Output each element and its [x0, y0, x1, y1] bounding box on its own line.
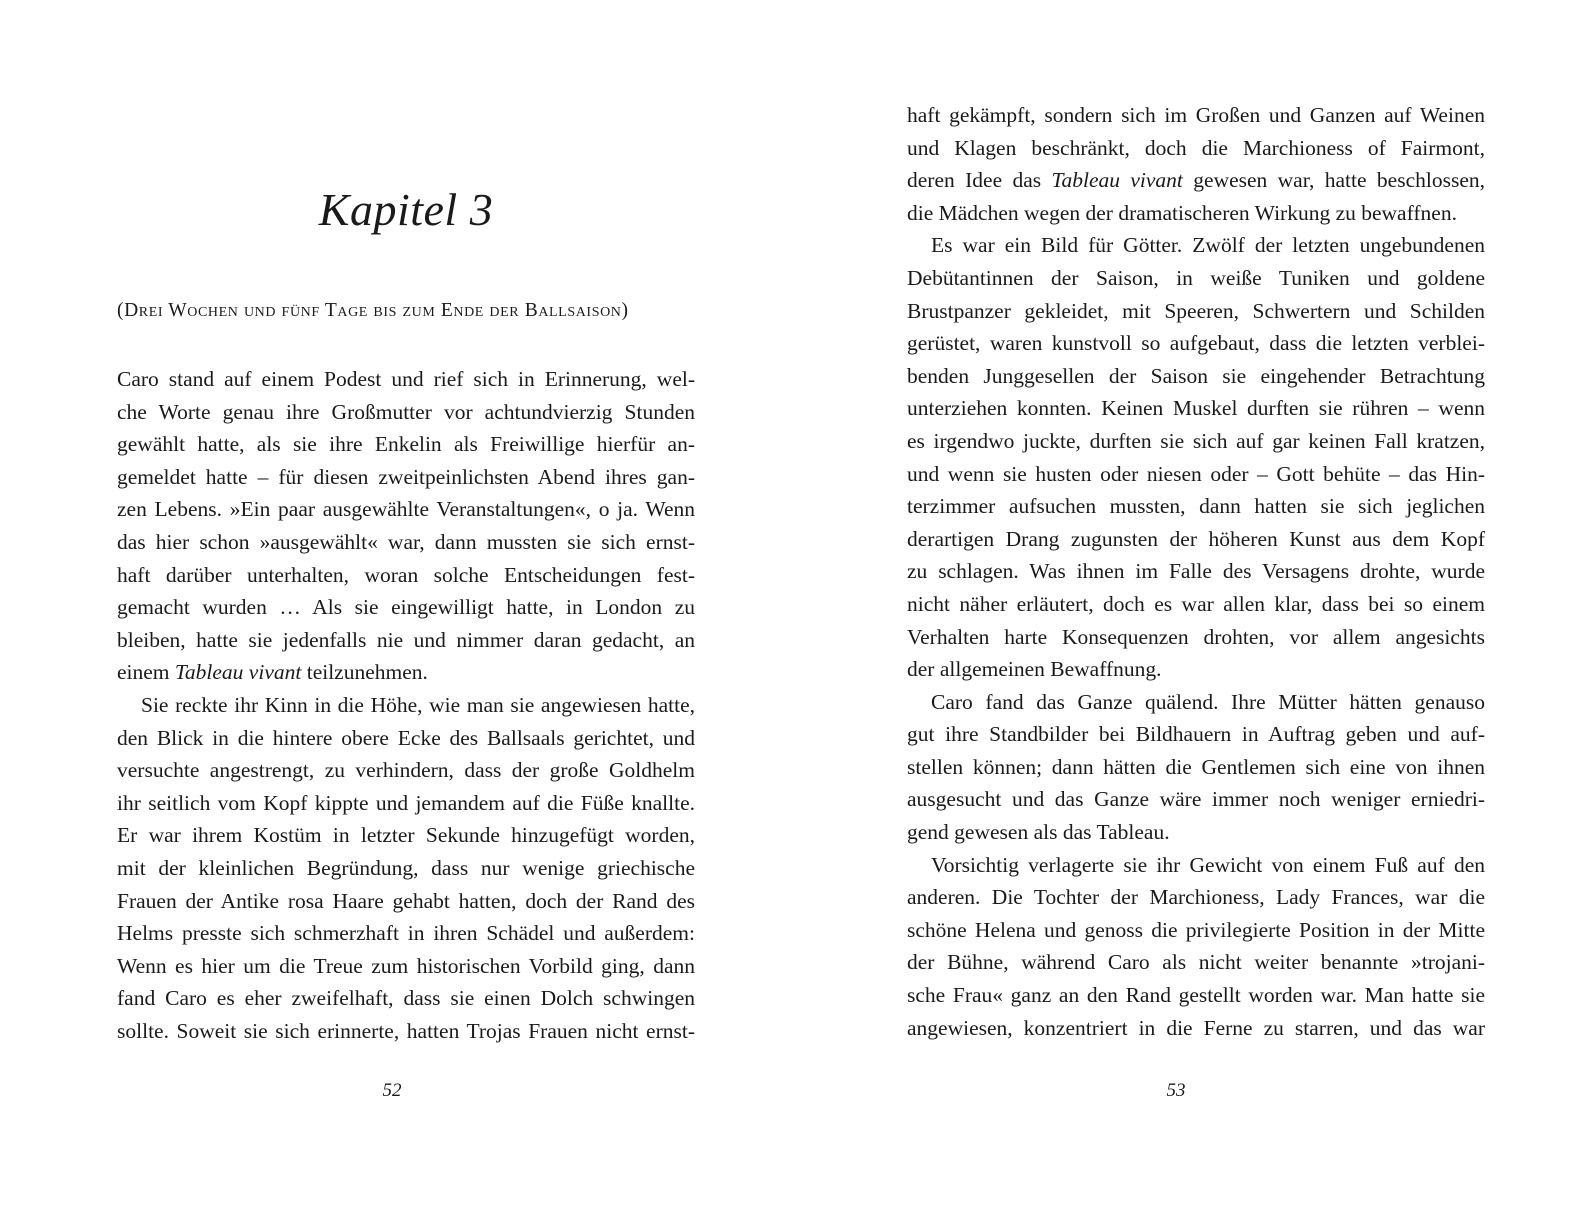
- chapter-title: Kapitel 3: [318, 184, 494, 235]
- text-line: gewählt hatte, als sie ihre Enkelin als Freiwillige hierfür an-: [117, 432, 695, 457]
- text-line: [117, 656, 695, 689]
- text-line: Brustpanzer gekleidet, mit Speeren, Schwertern und Schilden: [907, 298, 1485, 323]
- text-line: Es war ein Bild für Götter. Zwölf der letzten ungebundenen: [931, 233, 1485, 258]
- text-line: und wenn sie husten oder niesen oder – Gott behüte – das Hin-: [907, 461, 1485, 486]
- text-line: che Worte genau ihre Großmutter vor achtundvierzig Stunden: [117, 399, 695, 424]
- text-line: gemacht wurden … Als sie eingewilligt hatte, in London zu: [117, 595, 695, 620]
- text-line: versuchte angestrengt, zu verhindern, dass der große Goldhelm: [117, 758, 695, 783]
- right-page: [907, 0, 1485, 1217]
- text-line: bleiben, hatte sie jedenfalls nie und nimmer daran gedacht, an: [117, 627, 695, 652]
- text-line: gerüstet, waren kunstvoll so aufgebaut, dass die letzten verblei-: [907, 331, 1485, 356]
- text-line: schöne Helena und genoss die privilegierte Position in der Mitte: [907, 917, 1485, 942]
- left-body-text: [117, 363, 695, 1047]
- text-line: stellen können; dann hätten die Gentlemen sich eine von ihnen: [907, 754, 1485, 779]
- text-line: angewiesen, konzentriert in die Ferne zu starren, und das war: [907, 1015, 1485, 1040]
- text-line: gemeldet hatte – für diesen zweitpeinlichsten Abend ihres gan-: [117, 464, 695, 489]
- text-line: fand Caro es eher zweifelhaft, dass sie einen Dolch schwingen: [117, 986, 695, 1011]
- text-line: Verhalten harte Konsequenzen drohten, vor allem angesichts: [907, 624, 1485, 649]
- text-line: Er war ihrem Kostüm in letzter Sekunde hinzugefügt worden,: [117, 823, 695, 848]
- text-line: sche Frau« ganz an den Rand gestellt worden war. Man hatte sie: [907, 983, 1485, 1008]
- text-line: zen Lebens. »Ein paar ausgewählte Veranstaltungen«, o ja. Wenn: [117, 497, 695, 522]
- text-line: ihr seitlich vom Kopf kippte und jemandem auf die Füße knallte.: [117, 790, 695, 815]
- text-line: anderen. Die Tochter der Marchioness, Lady Frances, war die: [907, 885, 1485, 910]
- text-line: Frauen der Antike rosa Haare gehabt hatten, doch der Rand des: [117, 888, 695, 913]
- text-line: die Mädchen wegen der dramatischeren Wirkung zu bewaffnen.: [907, 200, 1457, 225]
- text-line: haft darüber unterhalten, woran solche Entscheidungen fest-: [117, 562, 695, 587]
- text-line: ausgesucht und das Ganze wäre immer noch weniger erniedri-: [907, 787, 1485, 812]
- text-line: derartigen Drang zugunsten der höheren Kunst aus dem Kopf: [907, 526, 1485, 551]
- text-segment: deren Idee das: [907, 168, 1052, 193]
- text-line: es irgendwo juckte, durften sie sich auf gar keinen Fall kratzen,: [907, 428, 1485, 453]
- text-line: gend gewesen als das Tableau.: [907, 820, 1170, 845]
- text-line: mit der kleinlichen Begründung, dass nur wenige griechische: [117, 855, 695, 880]
- text-line: Debütantinnen der Saison, in weiße Tuniken und goldene: [907, 265, 1485, 290]
- italic-title: Tableau vivant: [1051, 168, 1183, 193]
- text-line: gut ihre Standbilder bei Bildhauern in Auftrag geben und auf-: [907, 722, 1485, 747]
- text-segment: teilzunehmen.: [301, 660, 428, 685]
- text-line: der allgemeinen Bewaffnung.: [907, 657, 1162, 682]
- text-line: haft gekämpft, sondern sich im Großen und Ganzen auf Weinen: [907, 103, 1485, 127]
- text-segment: gewesen war, hatte beschlossen,: [1182, 168, 1485, 193]
- text-line: unterziehen konnten. Keinen Muskel durften sie rühren – wenn: [907, 396, 1485, 421]
- text-line: Caro fand das Ganze quälend. Ihre Mütter hätten genauso: [931, 689, 1485, 714]
- text-line: Vorsichtig verlagerte sie ihr Gewicht von einem Fuß auf den: [931, 852, 1485, 877]
- text-line: sollte. Soweit sie sich erinnerte, hatten Trojas Frauen nicht ernst-: [117, 1018, 695, 1043]
- text-line: der Bühne, während Caro als nicht weiter benannte »trojani-: [907, 950, 1485, 975]
- right-body-text: [907, 99, 1485, 1044]
- page-number: 52: [382, 1080, 402, 1101]
- text-line: nicht näher erläutert, doch es war allen klar, dass bei so einem: [907, 591, 1485, 616]
- text-line: das hier schon »ausgewählt« war, dann mussten sie sich ernst-: [117, 529, 695, 554]
- text-line: [907, 164, 1485, 197]
- text-line: und Klagen beschränkt, doch die Marchioness of Fairmont,: [907, 135, 1485, 160]
- text-line: Caro stand auf einem Podest und rief sich in Erinnerung, wel-: [117, 367, 695, 391]
- page-number: 53: [1166, 1080, 1186, 1101]
- text-line: Helms presste sich schmerzhaft in ihren Schädel und außerdem:: [117, 921, 695, 946]
- text-line: benden Junggesellen der Saison sie eingehender Betrachtung: [907, 363, 1485, 388]
- text-line: terzimmer aufsuchen mussten, dann hatten sie sich jeglichen: [907, 494, 1485, 519]
- italic-title: Tableau vivant: [174, 660, 302, 685]
- text-segment: einem: [117, 660, 175, 685]
- chapter-subtitle: (Drei Wochen und fünf Tage bis zum Ende der Ballsaison): [117, 300, 629, 321]
- text-line: den Blick in die hintere obere Ecke des Ballsaals gerichtet, und: [117, 725, 695, 750]
- left-page: [117, 0, 695, 1217]
- text-line: Wenn es hier um die Treue zum historischen Vorbild ging, dann: [117, 953, 695, 978]
- text-line: Sie reckte ihr Kinn in die Höhe, wie man sie angewiesen hatte,: [141, 692, 695, 717]
- text-line: zu schlagen. Was ihnen im Falle des Versagens drohte, wurde: [907, 559, 1485, 584]
